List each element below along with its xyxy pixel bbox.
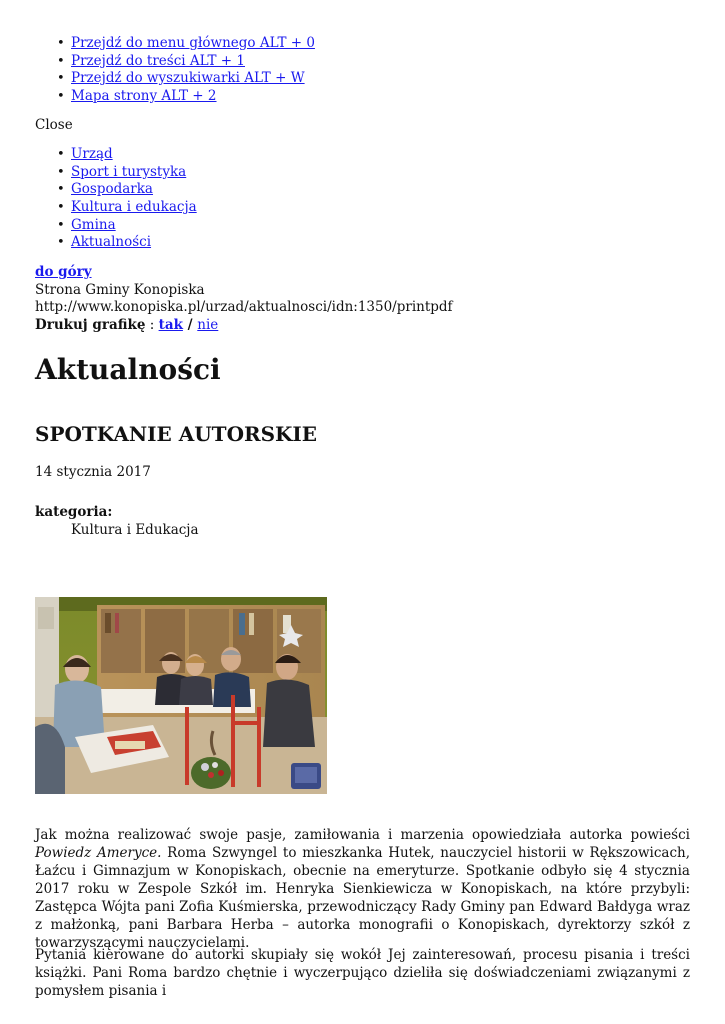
article-paragraph: Pytania kierowane do autorki skupiały się wokół Jej zainteresowań, procesu pisania i treści książki. Pani Roma bardzo chętnie i wyczerpująco dzieliła się doświadczeniami związanymi z pomysłem pisania i [35,947,690,999]
paragraph-text: Roma Szwyngel to mieszkanka Hutek, nauczyciel historii w Rększowicach, Łaźcu i Gimnazjum w Konopiskach, obecnie na emeryturze. Spotkanie odbyło się 4 stycznia 2017 roku w Zespole Szkół im. Henryka Sienkiewicza w Konopiskach, na które przybyli: Zastępca Wójta pani Zofia Kuśmierska, przewodniczący Rady Gminy pan Edward Bałdyga wraz z małżonką, pani Barbara Herba – autorka monografii o Konopiskach, dyrektorzy szkół z towarzyszącymi nauczycielami. [35,845,691,951]
menu-item [57,164,197,182]
print-graphics-row [35,316,218,334]
menu-link-gmina[interactable]: Gmina [71,216,116,233]
article-title: SPOTKANIE AUTORSKIE [35,422,318,446]
skip-link-item [57,88,315,106]
print-separator: / [182,317,198,333]
print-graphics-label: Drukuj grafikę [35,317,146,333]
menu-link-sport[interactable]: Sport i turystyka [71,163,187,180]
print-graphics-yes-link[interactable]: tak [158,317,183,333]
paragraph-text: Jak można realizować swoje pasje, zamiłowania i marzenia opowiedziała autorka powieści [35,827,690,843]
page-heading: Aktualności [35,353,221,386]
close-button[interactable]: Close [35,117,73,133]
skip-link-item [57,53,315,71]
menu-item [57,199,197,217]
menu-item [57,234,197,252]
skip-link-item [57,35,315,53]
skip-links-list [57,35,315,106]
page-url: http://www.konopiska.pl/urzad/aktualnosci/idn:1350/printpdf [35,299,453,315]
main-menu [57,146,197,252]
article-date: 14 stycznia 2017 [35,464,151,480]
menu-link-aktualnosci[interactable]: Aktualności [71,234,152,251]
menu-link-urzad[interactable]: Urząd [71,146,113,162]
book-title: Powiedz Ameryce. [35,845,162,861]
to-top-link[interactable]: do góry [35,264,92,280]
skip-to-search-link[interactable]: Przejdź do wyszukiwarki ALT + W [71,70,305,87]
menu-item [57,217,197,235]
category-value: Kultura i Edukacja [71,522,199,538]
menu-item [57,146,197,164]
to-top-row [35,263,92,281]
print-separator: : [145,317,159,333]
skip-to-main-menu-link[interactable]: Przejdź do menu głównego ALT + 0 [71,35,315,51]
menu-item [57,181,197,199]
sitemap-link[interactable]: Mapa strony ALT + 2 [71,88,217,105]
article-paragraph [35,826,690,952]
menu-link-gospodarka[interactable]: Gospodarka [71,181,153,198]
menu-link-kultura[interactable]: Kultura i edukacja [71,199,197,216]
site-name: Strona Gminy Konopiska [35,282,205,298]
meeting-photo-image [35,597,327,794]
skip-link-item [57,70,315,88]
print-graphics-no-link[interactable]: nie [197,317,219,333]
skip-to-content-link[interactable]: Przejdź do treści ALT + 1 [71,52,245,69]
category-label: kategoria: [35,504,113,520]
article-photo [35,597,327,794]
